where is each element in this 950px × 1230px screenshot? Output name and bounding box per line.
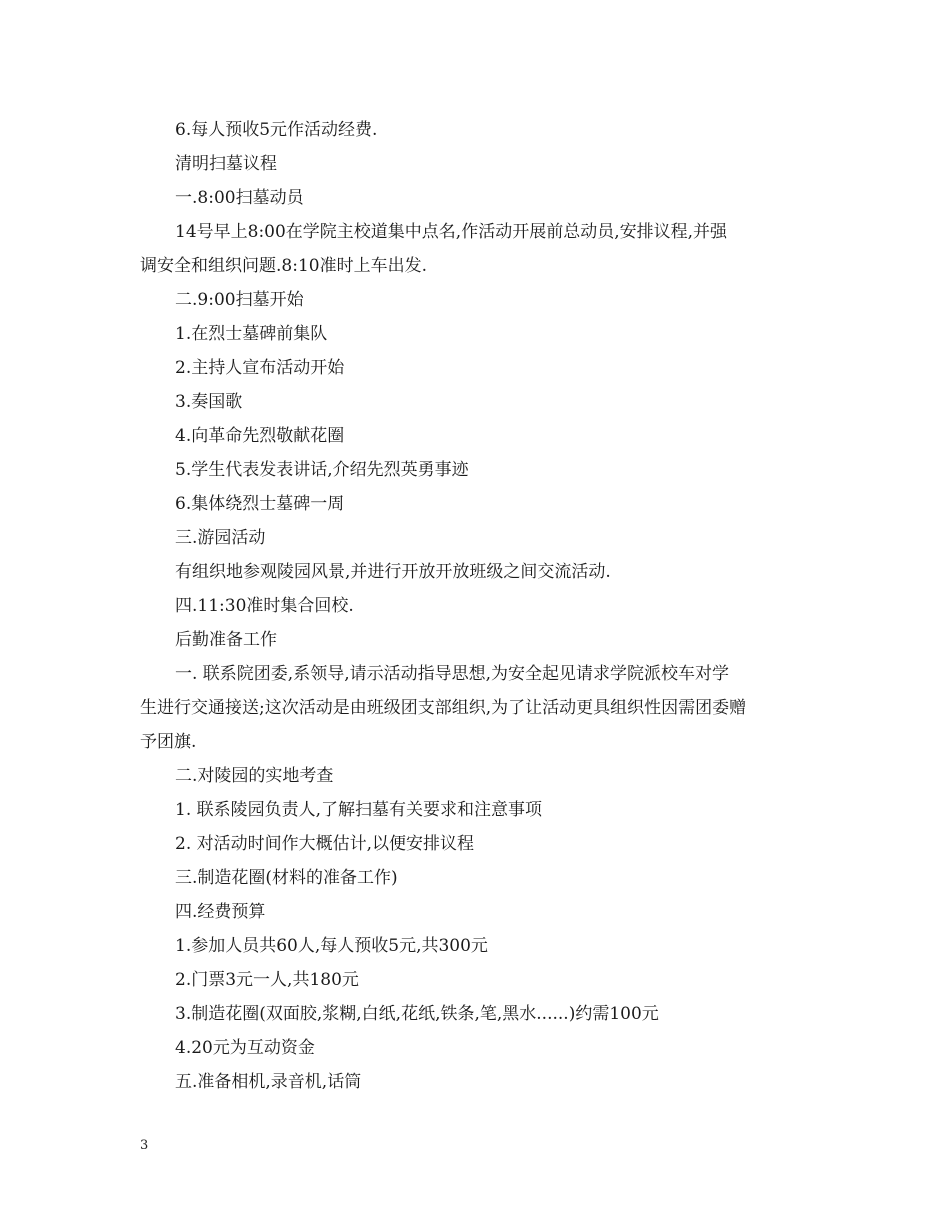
list-item: 4.向革命先烈敬献花圈 bbox=[175, 426, 345, 446]
document-body bbox=[140, 113, 812, 1099]
list-item: 3.奏国歌 bbox=[175, 392, 243, 412]
text-line: 14号早上8:00在学院主校道集中点名,作活动开展前总动员,安排议程,并强 bbox=[175, 222, 728, 242]
text-line: 一.8:00扫墓动员 bbox=[175, 188, 304, 208]
text-line: 一. 联系院团委,系领导,请示活动指导思想,为安全起见请求学院派校车对学 bbox=[175, 664, 730, 684]
text-line: 四.经费预算 bbox=[175, 902, 266, 922]
list-item: 4.20元为互动资金 bbox=[175, 1038, 315, 1058]
list-item: 2.主持人宣布活动开始 bbox=[175, 358, 345, 378]
list-item: 5.学生代表发表讲话,介绍先烈英勇事迹 bbox=[175, 460, 469, 480]
text-line: 有组织地参观陵园风景,并进行开放开放班级之间交流活动. bbox=[175, 562, 611, 582]
text-line: 四.11:30准时集合回校. bbox=[175, 596, 354, 616]
text-line: 生进行交通接送;这次活动是由班级团支部组织,为了让活动更具组织性因需团委赠 bbox=[140, 698, 747, 718]
text-line: 三.游园活动 bbox=[175, 528, 266, 548]
section-heading: 清明扫墓议程 bbox=[175, 154, 277, 174]
list-item: 1.参加人员共60人,每人预收5元,共300元 bbox=[175, 936, 488, 956]
section-heading: 后勤准备工作 bbox=[175, 630, 277, 650]
text-line: 调安全和组织问题.8:10准时上车出发. bbox=[140, 256, 427, 276]
list-item: 1.在烈士墓碑前集队 bbox=[175, 324, 328, 344]
text-line: 二.9:00扫墓开始 bbox=[175, 290, 304, 310]
list-item: 2. 对活动时间作大概估计,以便安排议程 bbox=[175, 834, 475, 854]
text-line: 五.准备相机,录音机,话筒 bbox=[175, 1072, 362, 1092]
list-item: 1. 联系陵园负责人,了解扫墓有关要求和注意事项 bbox=[175, 800, 543, 820]
page-number: 3 bbox=[140, 1138, 149, 1153]
list-item: 3.制造花圈(双面胶,浆糊,白纸,花纸,铁条,笔,黑水......)约需100元 bbox=[175, 1004, 659, 1024]
text-line: 二.对陵园的实地考查 bbox=[175, 766, 334, 786]
list-item: 2.门票3元一人,共180元 bbox=[175, 970, 359, 990]
text-line: 三.制造花圈(材料的准备工作) bbox=[175, 868, 398, 888]
list-item: 6.集体绕烈士墓碑一周 bbox=[175, 494, 345, 514]
text-line: 6.每人预收5元作活动经费. bbox=[175, 120, 378, 140]
text-line: 予团旗. bbox=[140, 732, 197, 752]
